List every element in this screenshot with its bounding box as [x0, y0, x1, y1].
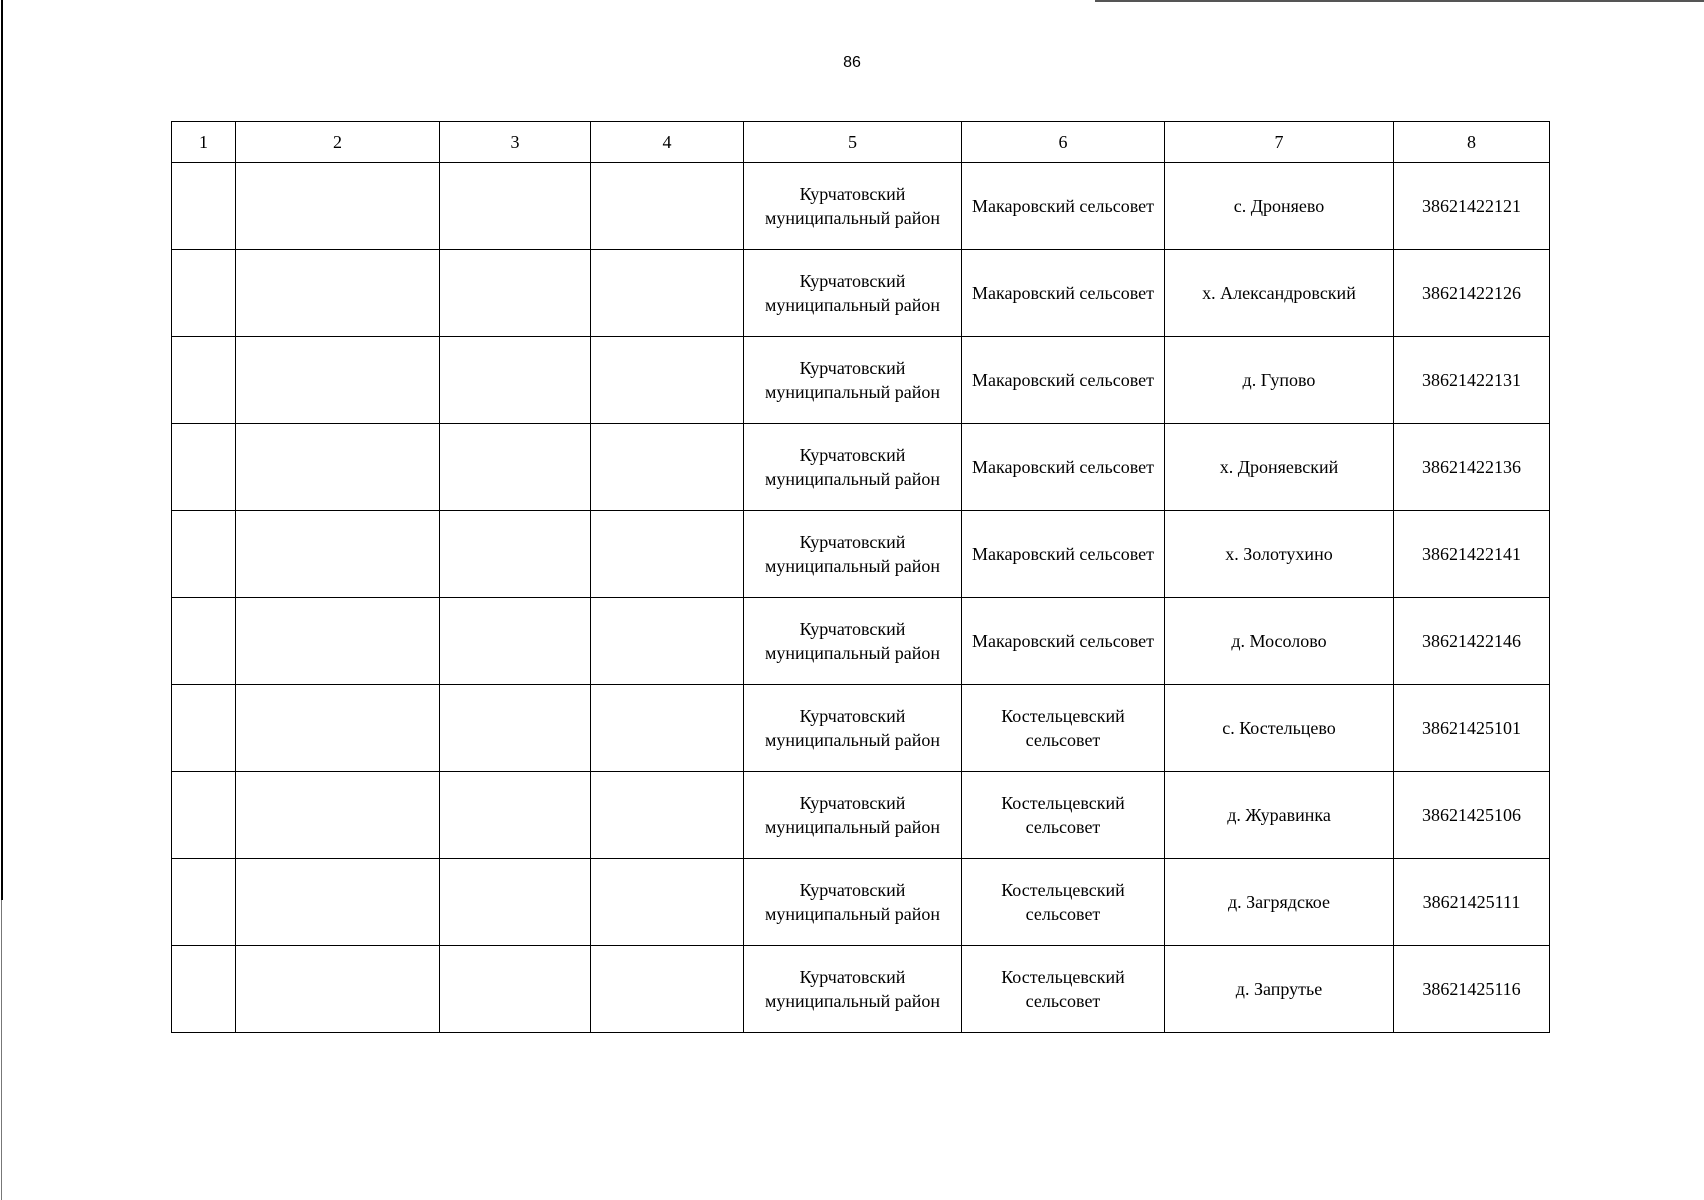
cell-code: 38621422126 [1394, 250, 1550, 337]
table-row [172, 685, 1550, 772]
cell-col-3 [440, 163, 591, 250]
cell-col-2 [236, 685, 440, 772]
cell-col-3 [440, 511, 591, 598]
cell-district: Курчатовский муниципальный район [744, 685, 962, 772]
cell-col-3 [440, 598, 591, 685]
table-row [172, 337, 1550, 424]
cell-col-1 [172, 946, 236, 1033]
cell-code: 38621425116 [1394, 946, 1550, 1033]
column-header-7: 7 [1165, 122, 1394, 163]
cell-col-3 [440, 250, 591, 337]
scan-left-edge-line [1, 0, 3, 900]
cell-col-2 [236, 250, 440, 337]
cell-settlement: д. Журавинка [1165, 772, 1394, 859]
cell-col-4 [591, 772, 744, 859]
cell-council: Макаровский сельсовет [962, 337, 1165, 424]
column-header-8: 8 [1394, 122, 1550, 163]
settlements-table [171, 121, 1550, 1033]
cell-council: Костельцевский сельсовет [962, 946, 1165, 1033]
cell-council: Макаровский сельсовет [962, 163, 1165, 250]
table-body [172, 163, 1550, 1033]
cell-col-3 [440, 859, 591, 946]
cell-settlement: д. Загрядское [1165, 859, 1394, 946]
table-row [172, 250, 1550, 337]
cell-code: 38621422121 [1394, 163, 1550, 250]
table-row [172, 424, 1550, 511]
cell-district: Курчатовский муниципальный район [744, 946, 962, 1033]
scan-left-edge-line-faint [1, 900, 2, 1200]
cell-col-1 [172, 424, 236, 511]
cell-col-3 [440, 337, 591, 424]
cell-settlement: х. Дроняевский [1165, 424, 1394, 511]
cell-col-2 [236, 424, 440, 511]
page-number: 86 [843, 54, 861, 71]
cell-code: 38621422146 [1394, 598, 1550, 685]
cell-col-1 [172, 337, 236, 424]
cell-col-1 [172, 685, 236, 772]
cell-district: Курчатовский муниципальный район [744, 250, 962, 337]
cell-district: Курчатовский муниципальный район [744, 424, 962, 511]
cell-code: 38621425111 [1394, 859, 1550, 946]
column-header-6: 6 [962, 122, 1165, 163]
cell-district: Курчатовский муниципальный район [744, 772, 962, 859]
cell-settlement: с. Костельцево [1165, 685, 1394, 772]
cell-col-3 [440, 685, 591, 772]
cell-col-3 [440, 772, 591, 859]
cell-col-1 [172, 250, 236, 337]
cell-council: Костельцевский сельсовет [962, 685, 1165, 772]
cell-code: 38621422131 [1394, 337, 1550, 424]
cell-code: 38621425106 [1394, 772, 1550, 859]
cell-district: Курчатовский муниципальный район [744, 511, 962, 598]
cell-district: Курчатовский муниципальный район [744, 598, 962, 685]
cell-col-2 [236, 163, 440, 250]
cell-council: Костельцевский сельсовет [962, 859, 1165, 946]
cell-col-4 [591, 685, 744, 772]
cell-col-2 [236, 772, 440, 859]
table-row [172, 772, 1550, 859]
cell-col-1 [172, 772, 236, 859]
cell-settlement: д. Мосолово [1165, 598, 1394, 685]
column-header-5: 5 [744, 122, 962, 163]
table-row [172, 511, 1550, 598]
scan-top-edge-line [1095, 0, 1704, 2]
table-row [172, 859, 1550, 946]
cell-col-2 [236, 859, 440, 946]
cell-col-3 [440, 946, 591, 1033]
cell-district: Курчатовский муниципальный район [744, 163, 962, 250]
cell-col-2 [236, 598, 440, 685]
cell-col-1 [172, 598, 236, 685]
cell-col-4 [591, 946, 744, 1033]
cell-settlement: с. Дроняево [1165, 163, 1394, 250]
cell-col-4 [591, 163, 744, 250]
cell-code: 38621422136 [1394, 424, 1550, 511]
cell-col-4 [591, 598, 744, 685]
table-row [172, 598, 1550, 685]
cell-council: Макаровский сельсовет [962, 424, 1165, 511]
cell-settlement: х. Золотухино [1165, 511, 1394, 598]
cell-col-2 [236, 337, 440, 424]
cell-col-4 [591, 337, 744, 424]
cell-col-2 [236, 511, 440, 598]
cell-col-1 [172, 163, 236, 250]
column-header-3: 3 [440, 122, 591, 163]
cell-col-1 [172, 511, 236, 598]
column-header-1: 1 [172, 122, 236, 163]
cell-district: Курчатовский муниципальный район [744, 337, 962, 424]
cell-col-2 [236, 946, 440, 1033]
cell-council: Костельцевский сельсовет [962, 772, 1165, 859]
cell-col-1 [172, 859, 236, 946]
cell-settlement: х. Александровский [1165, 250, 1394, 337]
cell-col-4 [591, 424, 744, 511]
cell-col-3 [440, 424, 591, 511]
column-header-4: 4 [591, 122, 744, 163]
table-header-row [172, 122, 1550, 163]
cell-settlement: д. Запрутье [1165, 946, 1394, 1033]
cell-district: Курчатовский муниципальный район [744, 859, 962, 946]
cell-council: Макаровский сельсовет [962, 598, 1165, 685]
table-row [172, 946, 1550, 1033]
cell-code: 38621422141 [1394, 511, 1550, 598]
cell-settlement: д. Гупово [1165, 337, 1394, 424]
cell-col-4 [591, 859, 744, 946]
table-row [172, 163, 1550, 250]
cell-code: 38621425101 [1394, 685, 1550, 772]
cell-council: Макаровский сельсовет [962, 250, 1165, 337]
cell-col-4 [591, 250, 744, 337]
cell-council: Макаровский сельсовет [962, 511, 1165, 598]
column-header-2: 2 [236, 122, 440, 163]
cell-col-4 [591, 511, 744, 598]
